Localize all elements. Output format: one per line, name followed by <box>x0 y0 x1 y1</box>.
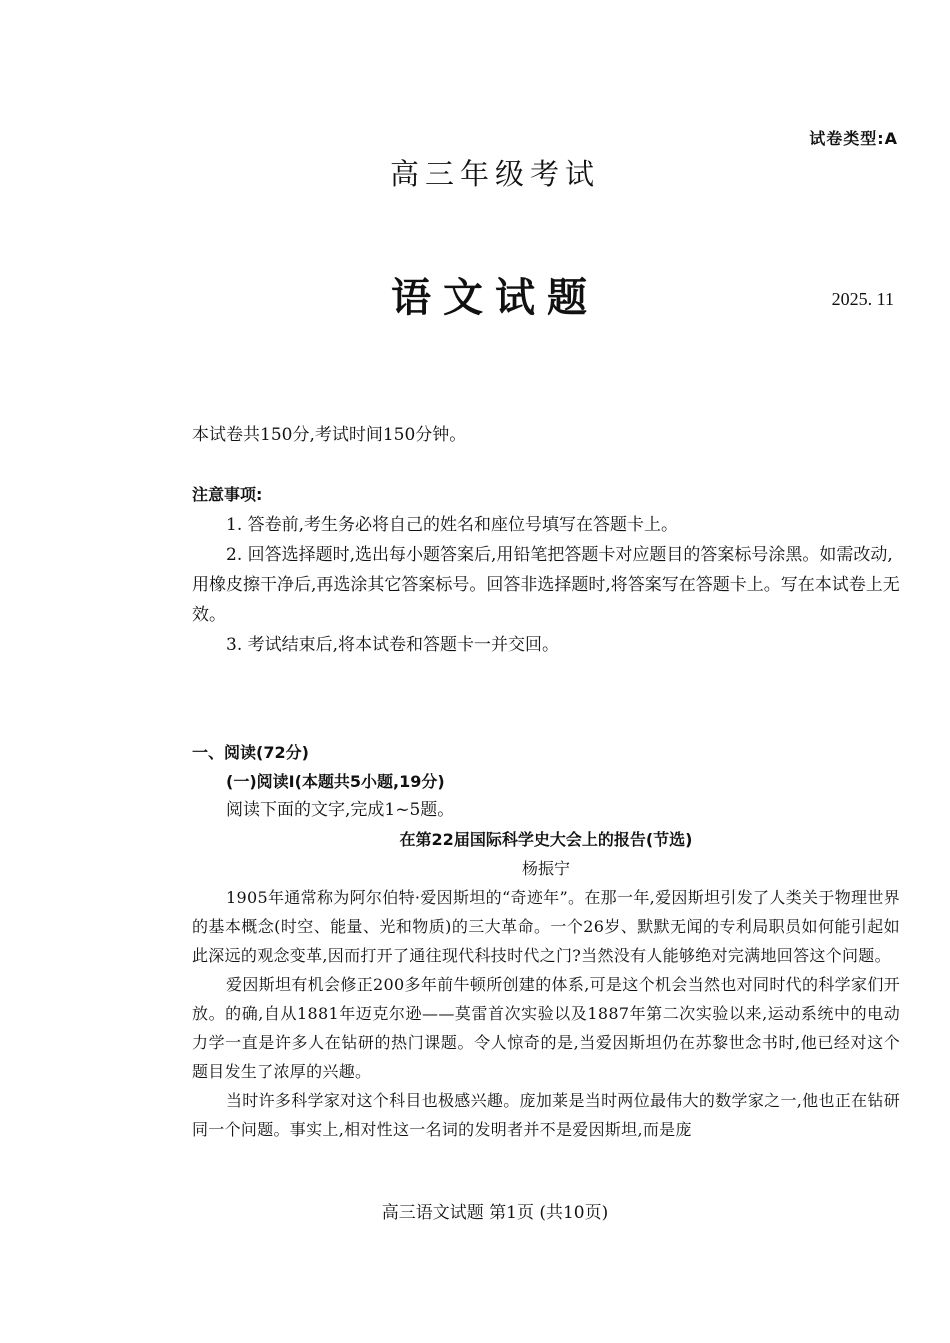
article-paragraph: 当时许多科学家对这个科目也极感兴趣。庞加莱是当时两位最伟大的数学家之一,他也正在钻研同一个问题。事实上,相对性这一名词的发明者并不是爱因斯坦,而是庞 <box>192 1091 900 1139</box>
article-paragraph: 爱因斯坦有机会修正200多年前牛顿所创建的体系,可是这个机会当然也对同时代的科学家们开放。的确,自从1881年迈克尔逊——莫雷首次实验以及1887年第二次实验以来,运动系统中的电动力学一直是许多人在钻研的热门课题。令人惊奇的是,当爱因斯坦仍在苏黎世念书时,他已经对这个题目发生了浓厚的兴趣。 <box>192 975 900 1081</box>
notice-item: 3. 考试结束后,将本试卷和答题卡一并交回。 <box>226 635 560 655</box>
section-heading: 一、阅读(72分) <box>192 743 309 762</box>
paper-type-label: 试卷类型:A <box>809 129 898 148</box>
page-footer: 高三语文试题 第1页 (共10页) <box>381 1203 609 1223</box>
notice-item: 2. 回答选择题时,选出每小题答案后,用铅笔把答题卡对应题目的答案标号涂黑。如需改动,用橡皮擦干净后,再选涂其它答案标号。回答非选择题时,将答案写在答题卡上。写在本试卷上无效。 <box>192 545 900 625</box>
subsection-heading: (一)阅读Ⅰ(本题共5小题,19分) <box>226 772 445 791</box>
exam-date: 2025. 11 <box>831 289 894 309</box>
subject-title: 语文试题 <box>391 274 599 321</box>
reading-section <box>192 738 900 1144</box>
exam-title: 高三年级考试 <box>389 157 600 191</box>
notice-item: 1. 答卷前,考生务必将自己的姓名和座位号填写在答题卡上。 <box>226 515 679 535</box>
notice-heading: 注意事项: <box>192 485 263 504</box>
reading-instruction: 阅读下面的文字,完成1~5题。 <box>226 800 455 820</box>
notice-list <box>192 510 900 660</box>
article-title: 在第22届国际科学史大会上的报告(节选) <box>399 830 693 849</box>
exam-intro: 本试卷共150分,考试时间150分钟。 <box>192 425 467 445</box>
article-paragraph: 1905年通常称为阿尔伯特·爱因斯坦的“奇迹年”。在那一年,爱因斯坦引发了人类关于物理世界的基本概念(时空、能量、光和物质)的三大革命。一个26岁、默默无闻的专利局职员如何能引起如此深远的观念变革,因而打开了通往现代科技时代之门?当然没有人能够绝对完满地回答这个问题。 <box>192 888 900 965</box>
article-author: 杨振宁 <box>521 859 570 878</box>
